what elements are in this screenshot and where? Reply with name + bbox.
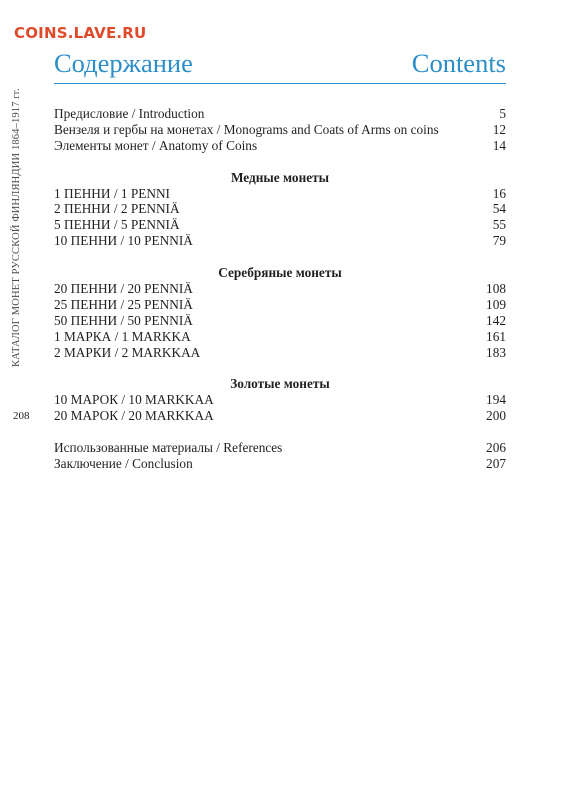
toc-entry[interactable] [54,408,506,424]
toc-entry-page: 161 [486,328,506,344]
contents-header [54,47,506,84]
toc-entry-label: 1 МАРКА / 1 MARKKA [54,328,191,344]
toc-entry-page: 55 [492,217,506,233]
toc-entry-label: 2 МАРКИ / 2 MARKKAA [54,344,201,360]
table-of-contents [54,106,506,472]
toc-entry[interactable] [54,440,506,456]
toc-entry-label: 20 МАРОК / 20 MARKKAA [54,408,214,424]
page-number: 208 [13,410,30,422]
toc-entry[interactable] [54,313,506,329]
toc-entry-page: 194 [486,392,506,408]
toc-entry-label: 2 ПЕННИ / 2 PENNIÄ [54,201,180,217]
toc-entry-page: 12 [492,121,506,137]
toc-entry-page: 14 [492,137,506,153]
toc-entry[interactable] [54,345,506,361]
title-ru: Содержание [54,48,193,78]
toc-entry-page: 200 [486,408,506,424]
section-title-silver: Серебряные монеты [218,265,342,281]
toc-entry-label: Использованные материалы / References [54,439,283,455]
toc-entry-label: Предисловие / Introduction [54,106,205,121]
toc-entry-label: 50 ПЕННИ / 50 PENNIÄ [54,312,193,328]
toc-entry-label: 25 ПЕННИ / 25 PENNIÄ [54,296,193,312]
toc-entry[interactable] [54,186,506,202]
toc-entry[interactable] [54,456,506,472]
toc-entry[interactable] [54,217,506,233]
toc-entry-page: 54 [492,201,506,217]
toc-entry[interactable] [54,392,506,408]
section-title-gold: Золотые монеты [230,376,330,392]
toc-entry[interactable] [54,233,506,249]
toc-entry-page: 108 [486,280,506,296]
toc-entry[interactable] [54,329,506,345]
toc-entry[interactable] [54,138,506,154]
toc-entry[interactable] [54,201,506,217]
title-en: Contents [411,48,506,78]
toc-entry[interactable] [54,297,506,313]
toc-entry[interactable] [54,106,506,122]
spacer [54,424,506,440]
toc-entry-page: 142 [486,312,506,328]
toc-entry-page: 79 [492,233,506,249]
toc-entry-page: 5 [499,106,506,121]
toc-entry[interactable] [54,122,506,138]
toc-entry-label: Элементы монет / Anatomy of Coins [54,137,258,153]
toc-entry-page: 206 [486,439,506,455]
toc-entry-label: 1 ПЕННИ / 1 PENNI [54,185,170,201]
toc-entry-page: 183 [486,344,506,360]
toc-entry-label: 10 МАРОК / 10 MARKKAA [54,392,214,408]
side-book-title: КАТАЛОГ МОНЕТ РУССКОЙ ФИНЛЯНДИИ 1864–1917 гг. [11,88,22,367]
toc-entry-label: Вензеля и гербы на монетах / Monograms and Coats of Arms on coins [54,121,439,137]
toc-entry-label: 20 ПЕННИ / 20 PENNIÄ [54,280,193,296]
toc-entry-label: 10 ПЕННИ / 10 PENNIÄ [54,233,193,249]
toc-entry-page: 207 [486,455,506,471]
toc-entry-page: 16 [492,185,506,201]
section-title-copper: Медные монеты [230,169,330,185]
toc-entry-label: 5 ПЕННИ / 5 PENNIÄ [54,217,180,233]
watermark: COINS.LAVE.RU [14,24,147,42]
toc-entry[interactable] [54,281,506,297]
toc-entry-label: Заключение / Conclusion [54,455,193,471]
toc-entry-page: 109 [486,296,506,312]
